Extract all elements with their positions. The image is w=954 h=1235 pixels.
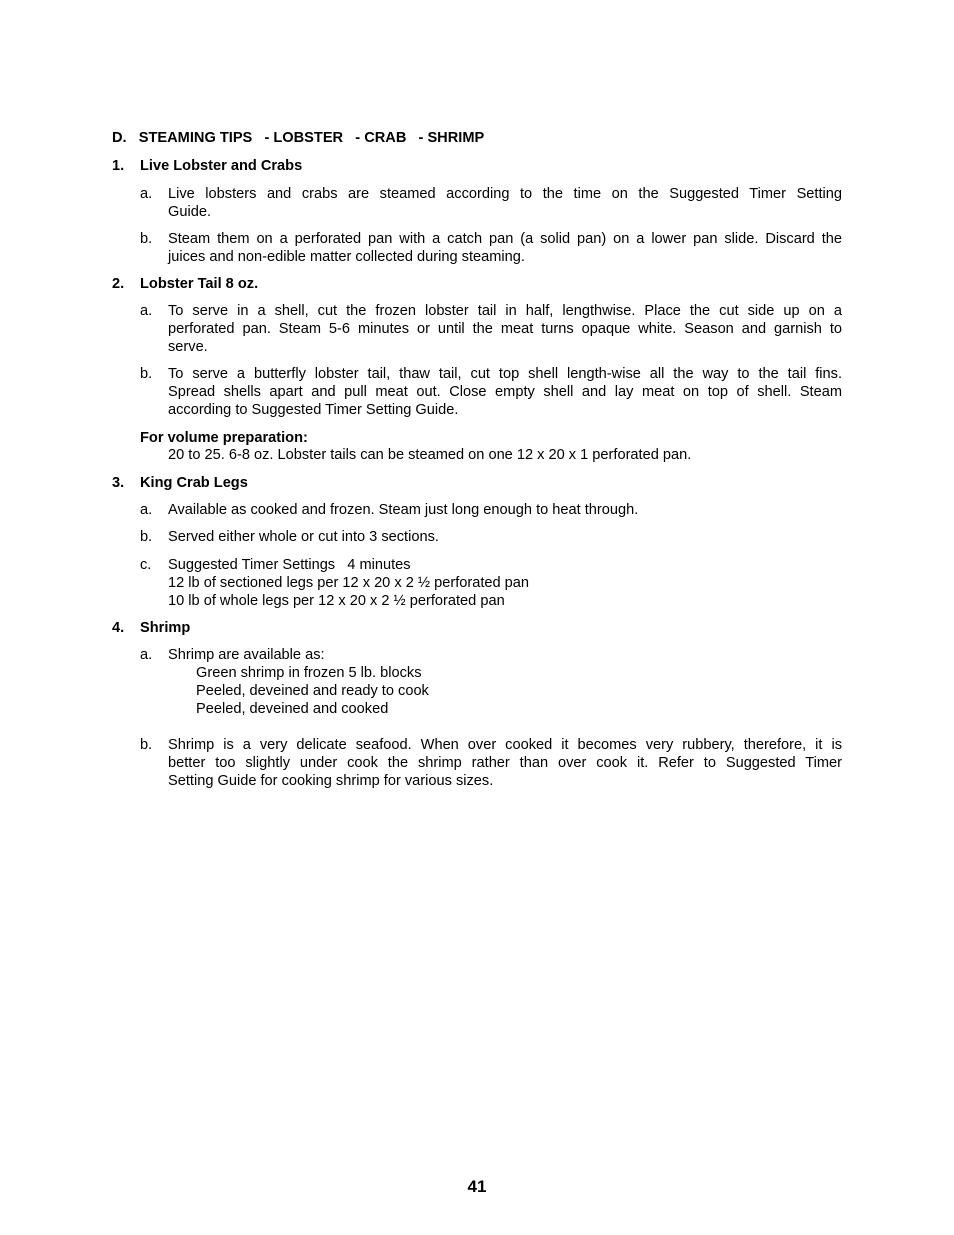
- section-number: 4.: [112, 620, 125, 636]
- sublist-item: Green shrimp in frozen 5 lb. blocks: [196, 665, 422, 681]
- heading-item-shrimp: - SHRIMP: [418, 130, 485, 146]
- list-item: Live lobsters and crabs are steamed according to the time on the Suggested Timer Setting Guide.: [168, 186, 842, 220]
- heading-letter: D.: [112, 130, 127, 146]
- section-title: Lobster Tail 8 oz.: [140, 276, 259, 292]
- list-item: Available as cooked and frozen. Steam just long enough to heat through.: [168, 502, 639, 518]
- section-title: Live Lobster and Crabs: [140, 158, 303, 174]
- item-letter: a.: [140, 502, 153, 518]
- item-letter: c.: [140, 557, 152, 573]
- item-letter: b.: [140, 529, 153, 545]
- heading-item-crab: - CRAB: [355, 130, 407, 146]
- heading-title: STEAMING TIPS: [138, 130, 253, 146]
- section-title: Shrimp: [140, 620, 191, 636]
- item-letter: b.: [140, 231, 153, 247]
- section-number: 1.: [112, 158, 125, 174]
- item-letter: a.: [140, 303, 153, 319]
- page-number: 41: [467, 1177, 487, 1196]
- sublist-item: Peeled, deveined and ready to cook: [196, 683, 429, 699]
- item-letter: a.: [140, 647, 153, 663]
- item-letter: b.: [140, 366, 153, 382]
- list-item: Suggested Timer Settings 4 minutes 12 lb of sectioned legs per 12 x 20 x 2 ½ perforated pan 10 lb of whole legs per 12 x 20 x 2 ½ perforated pan: [168, 557, 530, 609]
- heading-item-lobster: - LOBSTER: [264, 130, 344, 146]
- section-number: 2.: [112, 276, 125, 292]
- section-title: King Crab Legs: [140, 475, 248, 491]
- item-letter: b.: [140, 737, 153, 753]
- item-letter: a.: [140, 186, 153, 202]
- sublist-item: Peeled, deveined and cooked: [196, 701, 389, 717]
- list-item: To serve a butterfly lobster tail, thaw tail, cut top shell length-wise all the way to the tail fins. Spread shells apart and pull meat out. Close empty shell and lay meat on top of shell. Steam according to Suggested Timer Setting Guide.: [168, 366, 842, 418]
- list-item: Steam them on a perforated pan with a catch pan (a solid pan) on a lower pan slide. Discard the juices and non-edible matter collected during steaming.: [168, 231, 842, 265]
- list-item: To serve in a shell, cut the frozen lobster tail in half, lengthwise. Place the cut side up on a perforated pan. Steam 5-6 minutes or until the meat turns opaque white. Season and garnish to serve.: [168, 303, 842, 355]
- list-item: Shrimp are available as:: [168, 647, 325, 663]
- volume-label: For volume preparation:: [140, 430, 308, 446]
- section-number: 3.: [112, 475, 125, 491]
- list-item: Served either whole or cut into 3 sections.: [168, 529, 439, 545]
- volume-text: 20 to 25. 6-8 oz. Lobster tails can be steamed on one 12 x 20 x 1 perforated pan.: [168, 447, 692, 463]
- list-item: Shrimp is a very delicate seafood. When over cooked it becomes very rubbery, therefore, it is better too slightly under cook the shrimp rather than over cook it. Refer to Suggested Timer Setting Guide for cooking shrimp for various sizes.: [168, 737, 842, 789]
- section-heading: [112, 129, 484, 147]
